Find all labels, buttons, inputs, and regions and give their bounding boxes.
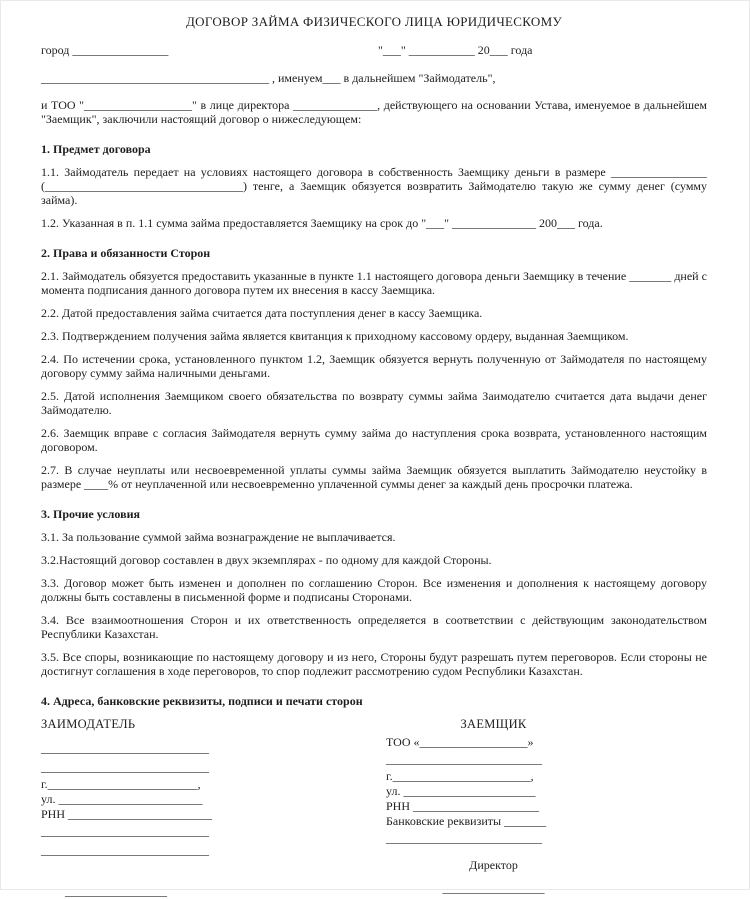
clause-2-3: 2.3. Подтверждением получения займа является квитанция к приходному кассовому ордеру, выданная Заемщиком.: [41, 329, 629, 343]
lender-signature-line: _________________: [65, 884, 167, 898]
clause-1-2: 1.2. Указанная в п. 1.1 сумма займа предоставляется Заемщику на срок до "___" ______________ 200___ года.: [41, 216, 603, 230]
lender-rnn-field: РНН ________________________: [41, 807, 213, 821]
borrower-rnn-field: РНН _____________________: [386, 799, 540, 813]
signatures-block: [41, 717, 707, 899]
clause-2-2: 2.2. Датой предоставления займа считается дата поступления денег в кассу Заемщика.: [41, 306, 483, 320]
clause-3-4: 3.4. Все взаимоотношения Сторон и их ответственность определяется в соответствии с действующим законодательством Республики Казахстан.: [41, 613, 707, 641]
section-requisites: [41, 694, 707, 899]
city-blank-field: город ________________: [41, 43, 169, 57]
section-other-conditions: [41, 507, 707, 678]
lender-city-field: г._________________________,: [41, 777, 201, 791]
lender-blank-line: ____________________________: [41, 843, 209, 857]
clause-2-5: 2.5. Датой исполнения Заемщиком своего обязательства по возврату суммы займа Заимодателю считается дата выдачи денег Займодателю.: [41, 389, 707, 417]
clause-1-1: 1.1. Займодатель передает на условиях настоящего договора в собственность Заемщику деньги в размере ________________ (_________________________________) тенге, а Заемщик обязуется возвратить Займодателю такую же сумму денег (сумму займа).: [41, 165, 707, 207]
borrower-title: ЗАЕМЩИК: [460, 717, 527, 731]
document-title: ДОГОВОР ЗАЙМА ФИЗИЧЕСКОГО ЛИЦА ЮРИДИЧЕСКОМУ: [186, 14, 562, 29]
lender-column: [41, 717, 371, 899]
borrower-street-field: ул. ______________________: [386, 784, 536, 798]
city-date-row: [41, 43, 707, 58]
lender-blank-line: ____________________________: [41, 741, 209, 755]
parties-paragraph: и ТОО "__________________" в лице директора ______________, действующего на основании Устава, именуемое в дальнейшем "Заемщик", заключили настоящий договор о нижеследующем:: [41, 98, 707, 126]
lender-blank-line: ____________________________: [41, 824, 209, 838]
clause-2-7: 2.7. В случае неуплаты или несвоевременной уплаты суммы займа Заемщик обязуется выплатить Займодателю неустойку в размере ____% от неуплаченной или несвоевременно уплаченной суммы денег за каждый день просрочки платежа.: [41, 463, 707, 491]
borrower-city-field: г._______________________,: [386, 769, 534, 783]
lender-name-line: ______________________________________ , именуем___ в дальнейшем "Займодатель",: [41, 71, 496, 85]
clause-2-1: 2.1. Займодатель обязуется предоставить указанные в пункте 1.1 настоящего договора деньги Заемщику в течение _______ дней с момента подписания данного договора путем их внесения в кассу Заемщика.: [41, 269, 707, 297]
clause-3-5: 3.5. Все споры, возникающие по настоящему договору и из него, Стороны будут разрешать путем переговоров. Если стороны не достигнут соглашения в ходе переговоров, то спор подлежит рассмотрению судом Республики Казахстан.: [41, 650, 707, 678]
clause-2-4: 2.4. По истечении срока, установленного пунктом 1.2, Заемщик обязуется вернуть полученную от Займодателя по настоящему договору сумму займа наличными деньгами.: [41, 352, 707, 380]
clause-3-3: 3.3. Договор может быть изменен и дополнен по соглашению Сторон. Все изменения и дополнения к настоящему договору должны быть составлены в письменной форме и подписаны Сторонами.: [41, 576, 707, 604]
date-blank-field: "___" ___________ 20___ года: [378, 43, 533, 57]
borrower-company-field: ТОО «__________________»: [386, 735, 534, 749]
section-subject: [41, 142, 707, 230]
borrower-blank-line: __________________________: [386, 831, 542, 845]
section-4-heading: 4. Адреса, банковские реквизиты, подписи и печати сторон: [41, 694, 363, 708]
clause-3-2: 3.2.Настоящий договор составлен в двух экземплярах - по одному для каждой Стороны.: [41, 553, 492, 567]
clause-2-6: 2.6. Заемщик вправе с согласия Займодателя вернуть сумму займа до наступления срока возврата, установленного настоящим договором.: [41, 426, 707, 454]
section-3-heading: 3. Прочие условия: [41, 507, 140, 521]
lender-blank-line: ____________________________: [41, 760, 209, 774]
borrower-column: [386, 717, 601, 899]
borrower-signature-line: _________________: [442, 881, 545, 895]
clause-3-1: 3.1. За пользование суммой займа вознаграждение не выплачивается.: [41, 530, 396, 544]
borrower-blank-line: __________________________: [386, 752, 542, 766]
borrower-bank-field: Банковские реквизиты _______: [386, 814, 547, 828]
lender-title: ЗАИМОДАТЕЛЬ: [41, 717, 136, 731]
section-2-heading: 2. Права и обязанности Сторон: [41, 246, 211, 260]
section-1-heading: 1. Предмет договора: [41, 142, 151, 156]
director-label: Директор: [469, 858, 518, 872]
section-rights-obligations: [41, 246, 707, 491]
lender-street-field: ул. ________________________: [41, 792, 203, 806]
